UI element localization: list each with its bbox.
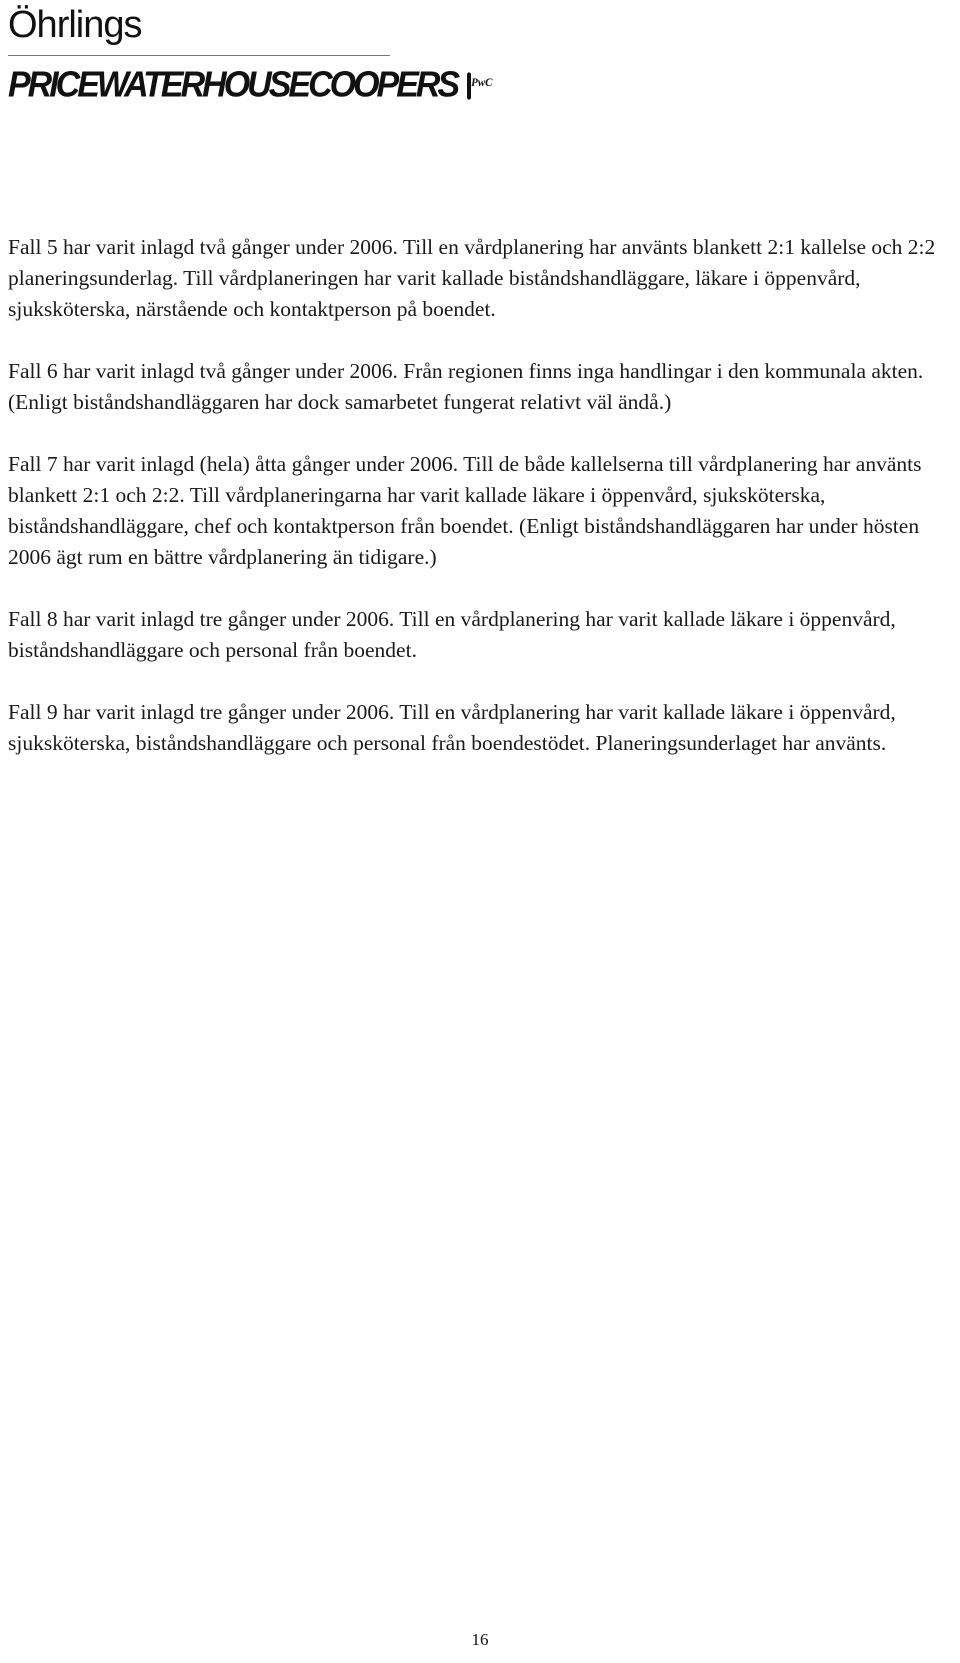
brand-name-ohrlings: Öhrlings [8,4,142,46]
header-divider [8,55,390,56]
document-header [8,0,493,105]
paragraph-fall-7: Fall 7 har varit inlagd (hela) åtta gånger under 2006. Till de både kallelserna till vårdplanering har använts blankett 2:1 och 2:2. Till vårdplaneringarna har varit kallade läkare i öppenvård, sjuksköterska, biståndshandläggare, chef och kontaktperson från boendet. (Enligt biståndshandläggaren har under hösten 2006 ägt rum en bättre vårdplanering än tidigare.) [8,452,922,569]
pwc-mark-icon: PwC [467,72,471,99]
paragraph-fall-8: Fall 8 har varit inlagd tre gånger under 2006. Till en vårdplanering har varit kallade läkare i öppenvård, biståndshandläggare och personal från boendet. [8,607,896,662]
page-number: 16 [471,1630,489,1649]
brand-logo-text: PRICEWATERHOUSECOOPERS [8,65,458,105]
paragraph-fall-9: Fall 9 har varit inlagd tre gånger under 2006. Till en vårdplanering har varit kallade läkare i öppenvård, sjuksköterska, biståndshandläggare och personal från boendestödet. Planeringsunderlaget har använts. [8,700,896,755]
paragraph-fall-6: Fall 6 har varit inlagd två gånger under 2006. Från regionen finns inga handlingar i den kommunala akten. (Enligt biståndshandläggaren har dock samarbetet fungerat relativt väl ändå.) [8,359,924,414]
brand-logo-pricewaterhousecoopers [8,65,493,106]
paragraph-fall-5: Fall 5 har varit inlagd två gånger under 2006. Till en vårdplanering har använts blankett 2:1 kallelse och 2:2 planeringsunderlag. Till vårdplaneringen har varit kallade biståndshandläggare, läkare i öppenvård, sjuksköterska, närstående och kontaktperson på boendet. [8,235,936,321]
document-body [8,232,938,790]
